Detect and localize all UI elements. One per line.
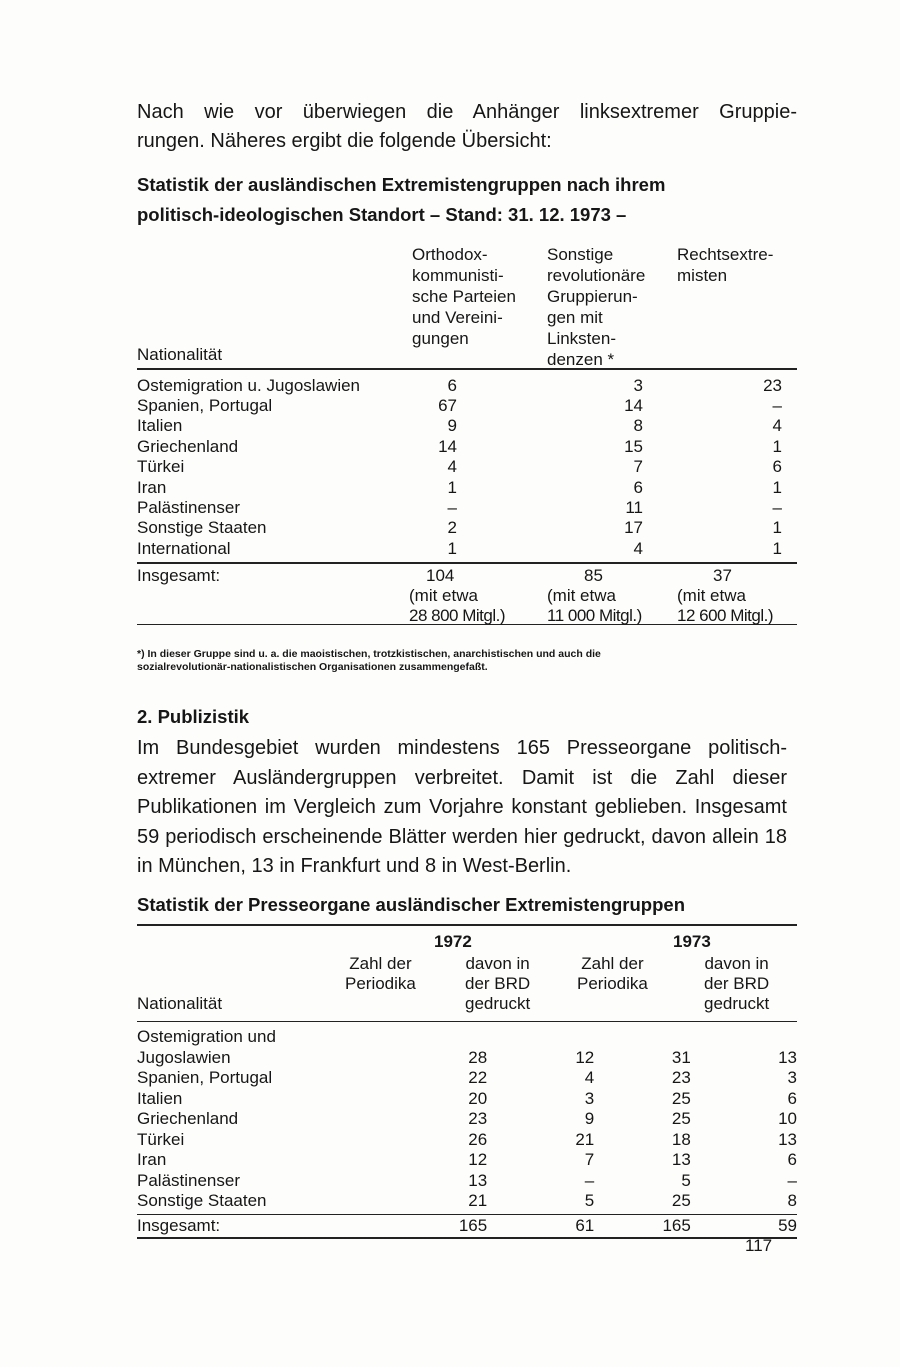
row-value-right: 1 [772, 436, 782, 456]
row-value-revolutionary: 15 [624, 436, 643, 456]
row-printed-1973: 8 [787, 1191, 798, 1211]
row-value-orthodox: 1 [447, 477, 457, 497]
row-periodicals-1972: 12 [468, 1150, 488, 1170]
header-nationality: Nationalität [137, 993, 223, 1013]
row-name: International [137, 538, 231, 558]
extremist-groups-table [137, 240, 797, 625]
header-orthodox-communist: Orthodox- kommunisti- sche Parteien und Vereini- gungen [412, 245, 516, 348]
row-name: Spanien, Portugal [137, 395, 273, 415]
section-paragraph: Im Bundesgebiet wurden mindestens 165 Presseorgane politisch-extremer Ausländergruppen verbreitet. Damit ist die Zahl dieser Publikationen im Vergleich zum Vorjahre konstant geblieben. Insgesamt 59 periodisch erscheinende Blätter werden hier gedruckt, davon allein 18 in München, 13 in Frankfurt und 8 in West-Berlin. [137, 737, 787, 877]
row-name: Palästinenser [137, 497, 241, 517]
row-value-revolutionary: 17 [624, 518, 643, 538]
row-name: Iran [137, 477, 167, 497]
table2-total [137, 1215, 797, 1237]
row-value-revolutionary: 6 [633, 477, 643, 497]
header-periodicals-1972: Zahl der Periodika [345, 953, 416, 993]
row-periodicals-1973: 23 [671, 1068, 691, 1088]
row-periodicals-1973: 25 [671, 1109, 691, 1129]
row-periodicals-1973: 25 [671, 1191, 691, 1211]
row-periodicals-1973: 5 [681, 1170, 691, 1190]
row-value-revolutionary: 11 [625, 497, 643, 517]
row-name: Sonstige Staaten [137, 1191, 267, 1211]
total-members-1: 28 800 Mitgl.) [409, 605, 505, 625]
table-row [137, 478, 797, 498]
total-mit-2: (mit etwa [547, 585, 616, 605]
table-row [137, 1048, 797, 1069]
press-organs-table [137, 924, 797, 1239]
total-mit-3: (mit etwa [677, 585, 746, 605]
row-name: Jugoslawien [137, 1047, 231, 1067]
intro-paragraph [137, 98, 797, 156]
total-b: 61 [575, 1216, 595, 1236]
row-name: Griechenland [137, 1109, 239, 1129]
page-number: 117 [745, 1236, 773, 1255]
row-name: Türkei [137, 1129, 185, 1149]
row-periodicals-1973: 25 [671, 1088, 691, 1108]
row-value-right: 1 [772, 538, 782, 558]
row-name: Sonstige Staaten [137, 518, 267, 538]
header-right-extremist: Rechtsextre- misten [677, 245, 774, 285]
total-v3: 37 [713, 565, 732, 585]
table-row [137, 1171, 797, 1192]
table1-total [137, 564, 797, 624]
row-periodicals-1972: 23 [468, 1109, 488, 1129]
row-value-orthodox: 1 [447, 538, 457, 558]
row-value-orthodox: 67 [438, 395, 457, 415]
table1-body [137, 370, 797, 563]
header-year-1972: 1972 [434, 931, 472, 951]
row-periodicals-1972: 28 [468, 1047, 488, 1067]
row-periodicals-1973: 18 [671, 1129, 691, 1149]
table2-rule-bottom [137, 1237, 797, 1239]
row-printed-1973: 13 [778, 1047, 798, 1067]
table2-body [137, 1022, 797, 1214]
row-printed-1972: 4 [584, 1068, 595, 1088]
row-name: Spanien, Portugal [137, 1068, 273, 1088]
row-value-right: 4 [772, 416, 782, 436]
row-value-orthodox: 4 [447, 457, 457, 477]
row-periodicals-1972: 13 [468, 1170, 488, 1190]
total-v1: 104 [426, 565, 455, 585]
section-heading: 2. Publizistik [137, 706, 250, 727]
row-name: Italien [137, 416, 183, 436]
row-name: Iran [137, 1150, 167, 1170]
header-nationality: Nationalität [137, 345, 223, 364]
header-printed-1972: davon in der BRD gedruckt [465, 953, 531, 1013]
total-members-2: 11 000 Mitgl.) [547, 605, 642, 625]
header-other-revolutionary: Sonstige revolutionäre Gruppierun- gen mit Linksten- denzen * [547, 245, 646, 369]
row-printed-1973: 10 [778, 1109, 798, 1129]
table-row [137, 416, 797, 436]
total-a: 165 [458, 1216, 488, 1236]
table-row [137, 539, 797, 559]
row-value-orthodox: – [447, 497, 457, 517]
row-name: Italien [137, 1088, 183, 1108]
table-row [137, 1109, 797, 1130]
row-value-orthodox: 6 [447, 375, 457, 395]
header-periodicals-1973: Zahl der Periodika [577, 953, 648, 993]
row-name: Ostemigration und [137, 1027, 276, 1047]
row-value-revolutionary: 8 [633, 416, 643, 436]
row-name: Türkei [137, 457, 185, 477]
row-printed-1972: – [584, 1170, 595, 1190]
table-row [137, 1027, 797, 1048]
table-row [137, 1191, 797, 1212]
row-value-right: 1 [772, 477, 782, 497]
row-value-revolutionary: 4 [633, 538, 643, 558]
row-periodicals-1973: 13 [671, 1150, 691, 1170]
row-value-right: – [772, 497, 782, 517]
row-periodicals-1972: 26 [468, 1129, 488, 1149]
row-periodicals-1972: 20 [468, 1088, 488, 1108]
total-members-3: 12 600 Mitgl.) [677, 605, 773, 625]
row-printed-1972: 9 [584, 1109, 595, 1129]
row-value-orthodox: 14 [438, 436, 457, 456]
table-row [137, 1068, 797, 1089]
table-row [137, 1089, 797, 1110]
total-c: 165 [662, 1216, 691, 1236]
table-row [137, 498, 797, 518]
total-label: Insgesamt: [137, 1216, 221, 1236]
row-value-right: – [772, 395, 782, 415]
table-row [137, 376, 797, 396]
table-row [137, 457, 797, 477]
intro-line-1: Nach wie vor überwiegen die Anhänger linksextremer Gruppie- [137, 101, 797, 123]
row-printed-1972: 5 [584, 1191, 595, 1211]
table-row [137, 396, 797, 416]
table1-header [137, 240, 797, 368]
row-printed-1973: 6 [787, 1088, 798, 1108]
intro-line-2: rungen. Näheres ergibt die folgende Übersicht: [137, 130, 552, 152]
row-printed-1972: 3 [584, 1088, 595, 1108]
row-value-revolutionary: 14 [624, 395, 643, 415]
table2-rows [137, 1048, 797, 1212]
row-value-right: 6 [772, 457, 782, 477]
row-printed-1973: – [787, 1170, 798, 1190]
total-label: Insgesamt: [137, 565, 221, 585]
row-printed-1972: 12 [575, 1047, 595, 1067]
total-v2: 85 [584, 565, 603, 585]
table-row [137, 518, 797, 538]
row-value-revolutionary: 3 [633, 375, 643, 395]
total-mit-1: (mit etwa [409, 585, 478, 605]
row-periodicals-1972: 22 [468, 1068, 488, 1088]
table2-title: Statistik der Presseorgane ausländischer Extremistengruppen [137, 894, 685, 915]
table-row [137, 1130, 797, 1151]
row-periodicals-1973: 31 [671, 1047, 691, 1067]
row-name: Ostemigration u. Jugoslawien [137, 375, 361, 395]
row-value-revolutionary: 7 [633, 457, 643, 477]
table2-header [137, 926, 797, 1021]
table1-title: Statistik der ausländischen Extremistengruppen nach ihrem politisch-ideologischen Standort – Stand: 31. 12. 1973 – [137, 174, 666, 225]
row-printed-1973: 13 [778, 1129, 798, 1149]
row-name: Griechenland [137, 436, 239, 456]
row-name: Palästinenser [137, 1170, 241, 1190]
table-row [137, 437, 797, 457]
table1-footnote: *) In dieser Gruppe sind u. a. die maoistischen, trotzkistischen, anarchistischen und auch die sozialrevolutionär-nationalistischen Organisationen zusammengefaßt. [137, 648, 601, 673]
header-printed-1973: davon in der BRD gedruckt [704, 953, 770, 1013]
row-value-right: 1 [772, 518, 782, 538]
row-printed-1972: 21 [575, 1129, 595, 1149]
row-printed-1972: 7 [584, 1150, 595, 1170]
header-year-1973: 1973 [673, 931, 711, 951]
row-value-orthodox: 9 [447, 416, 457, 436]
row-value-right: 23 [763, 375, 782, 395]
row-value-orthodox: 2 [447, 518, 457, 538]
row-printed-1973: 6 [787, 1150, 798, 1170]
row-periodicals-1972: 21 [468, 1191, 488, 1211]
total-d: 59 [778, 1216, 798, 1236]
table-row [137, 1150, 797, 1171]
row-printed-1973: 3 [787, 1068, 798, 1088]
